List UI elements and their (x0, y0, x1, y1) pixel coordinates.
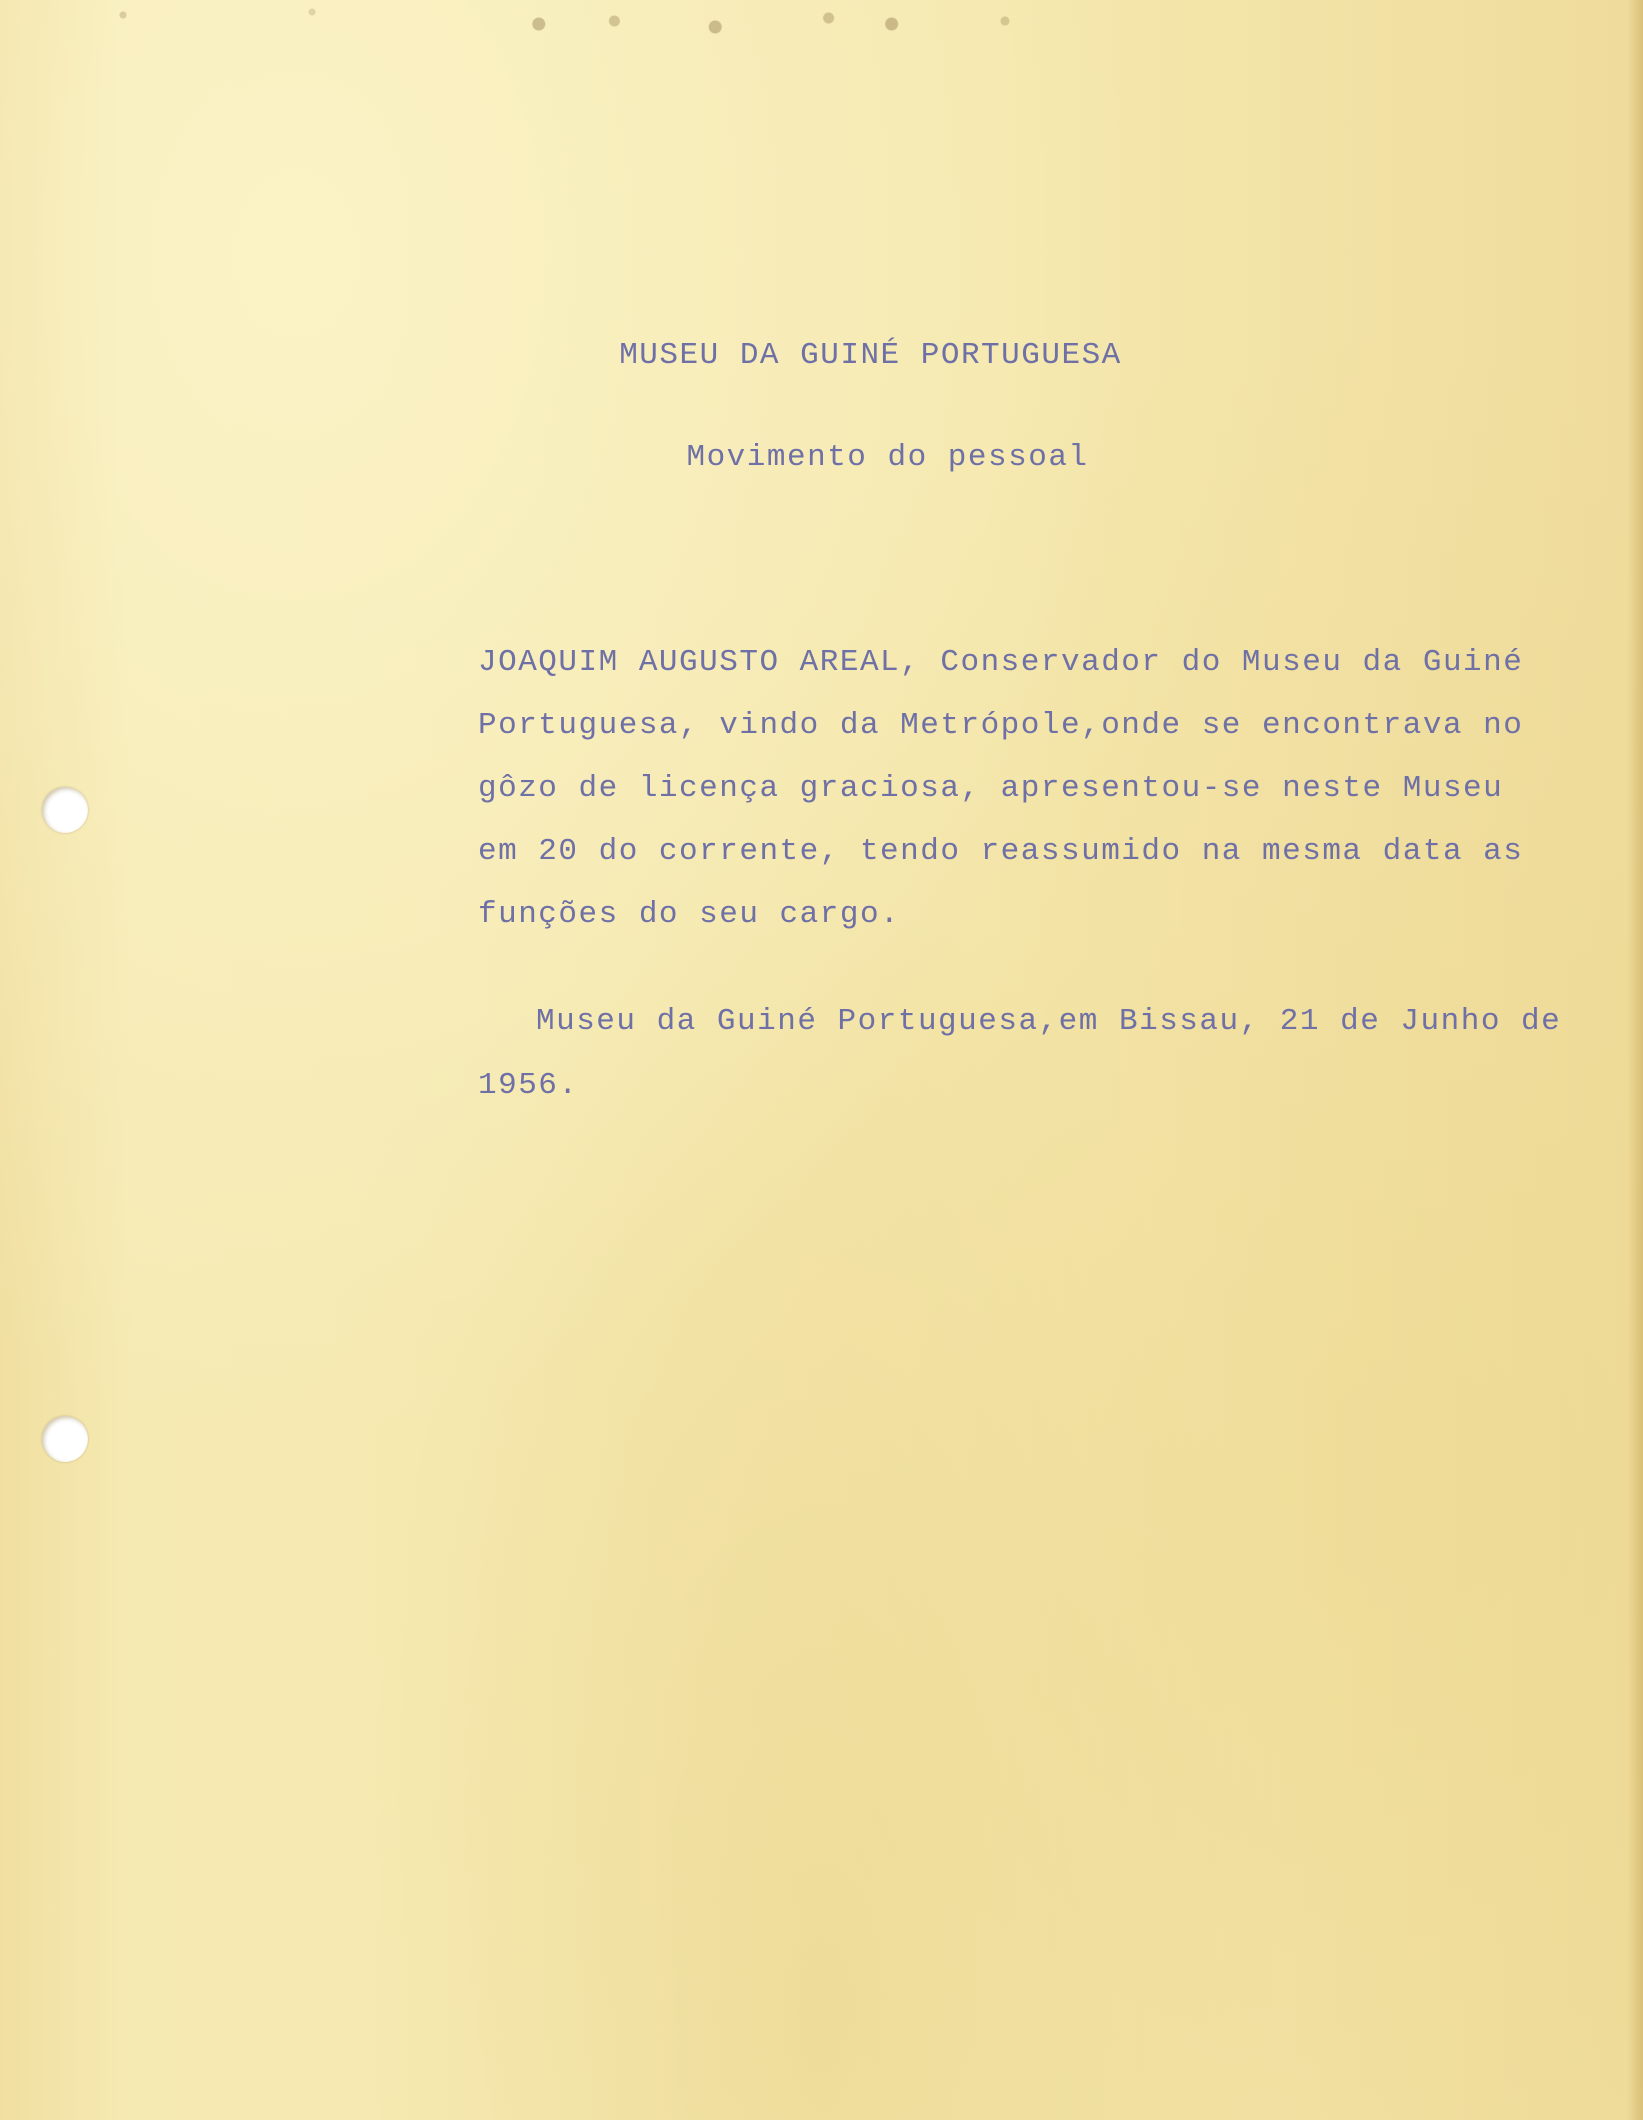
body-line: funções do seu cargo. (478, 897, 901, 932)
closing-line-place-date: Museu da Guiné Portuguesa,em Bissau, 21 de Junho de (536, 1004, 1562, 1039)
body-line: em 20 do corrente, tendo reassumido na mesma data as (478, 834, 1524, 869)
document-subheading: Movimento do pessoal (686, 440, 1089, 475)
punch-hole-top (42, 787, 88, 833)
paper-edge-shadow (1627, 0, 1643, 2120)
punch-hole-bottom (42, 1416, 88, 1462)
body-line: Portuguesa, vindo da Metrópole,onde se encontrava no (478, 708, 1524, 743)
document-heading: MUSEU DA GUINÉ PORTUGUESA (619, 338, 1122, 373)
body-line: gôzo de licença graciosa, apresentou-se neste Museu (478, 771, 1504, 806)
closing-line-year: 1956. (478, 1068, 579, 1103)
paper-stains (60, 0, 1320, 60)
body-line: JOAQUIM AUGUSTO AREAL, Conservador do Museu da Guiné (478, 645, 1524, 680)
